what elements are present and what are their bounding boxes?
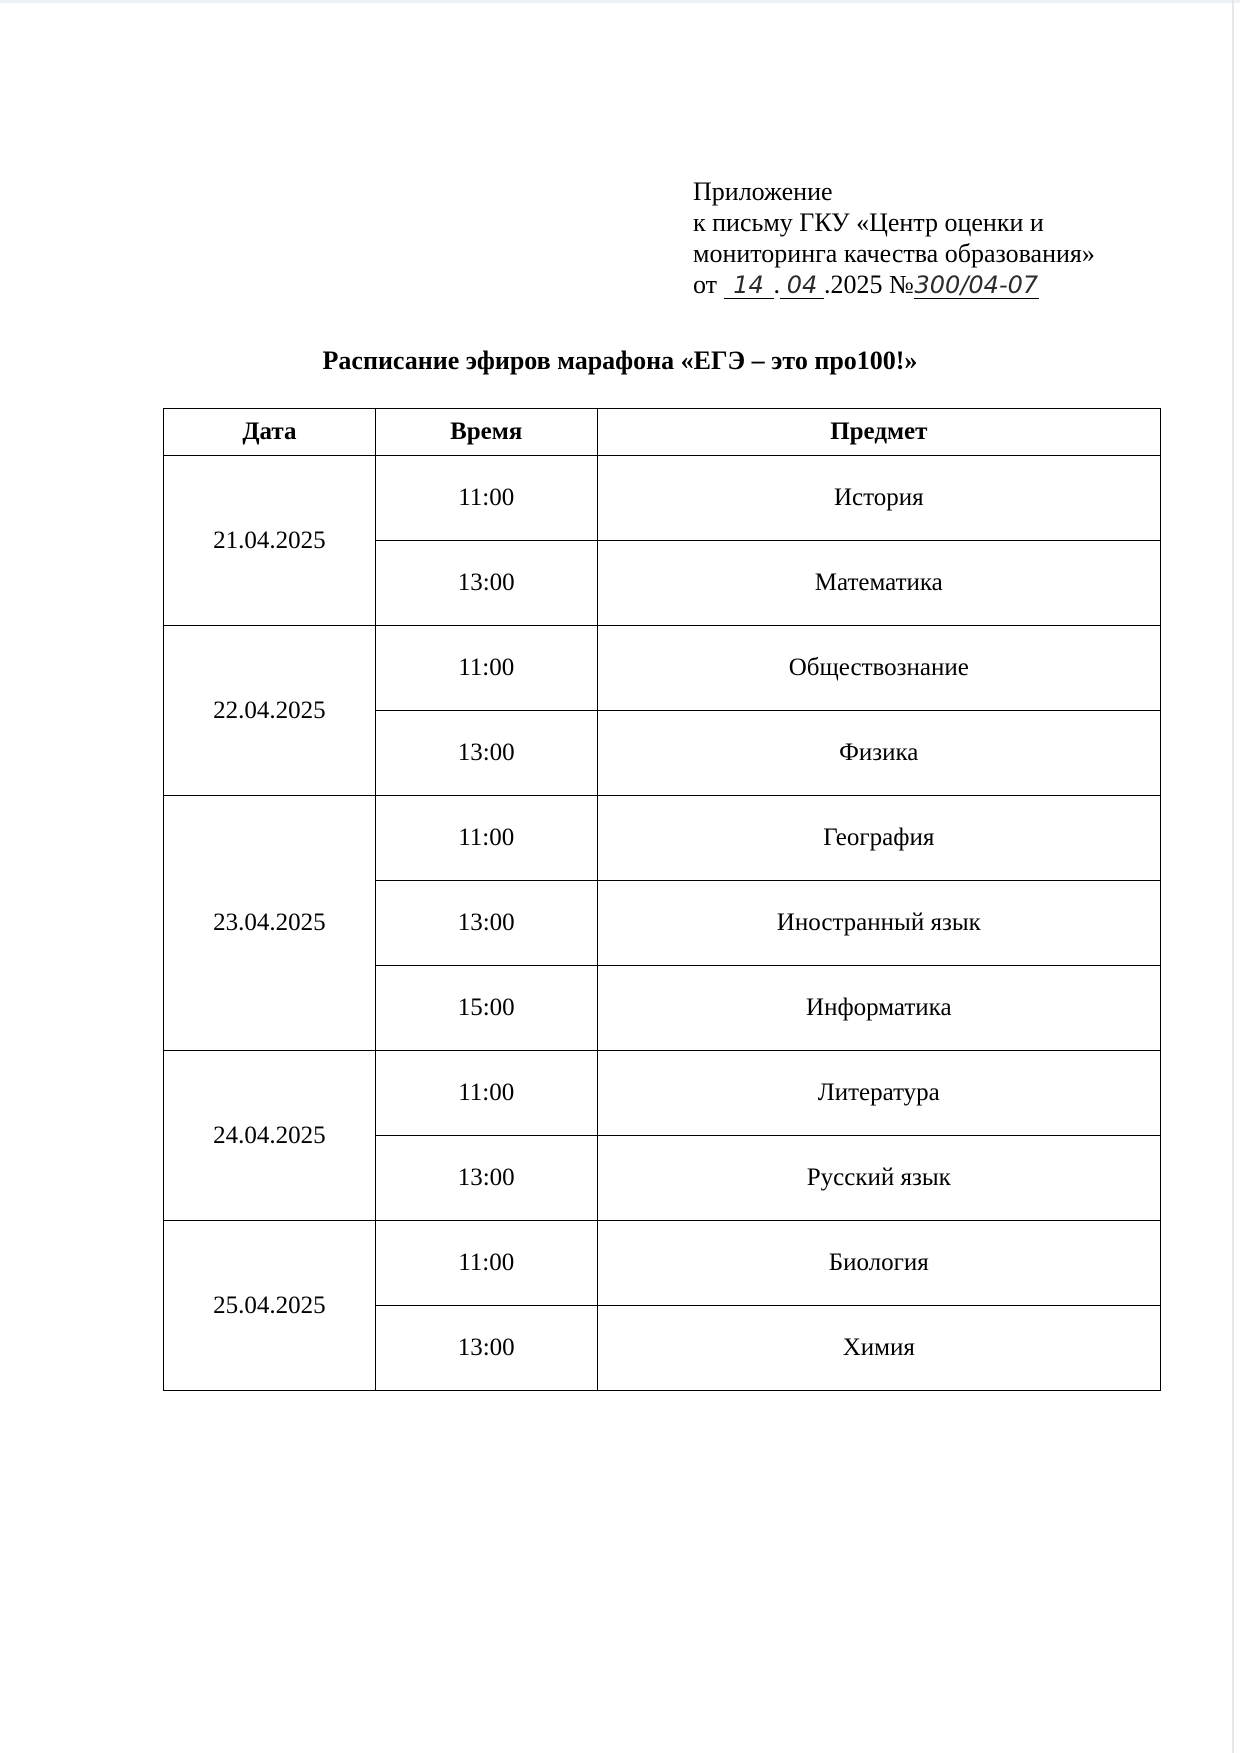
time-cell: 11:00	[375, 1221, 597, 1306]
subject-cell: География	[597, 796, 1160, 881]
table-row	[164, 1051, 1161, 1136]
table-row	[164, 796, 1161, 881]
subject-cell: Русский язык	[597, 1136, 1160, 1221]
time-cell: 11:00	[375, 1051, 597, 1136]
subject-cell: Иностранный язык	[597, 881, 1160, 966]
time-cell: 13:00	[375, 881, 597, 966]
table-body	[164, 456, 1161, 1391]
from-prefix: от	[693, 270, 724, 299]
time-cell: 13:00	[375, 1136, 597, 1221]
subject-cell: Биология	[597, 1221, 1160, 1306]
year-and-number-sign: .2025 №	[824, 270, 914, 299]
date-cell: 25.04.2025	[164, 1221, 376, 1391]
time-cell: 11:00	[375, 626, 597, 711]
date-cell: 24.04.2025	[164, 1051, 376, 1221]
attachment-date-number	[693, 269, 1095, 300]
table-header-row	[164, 409, 1161, 456]
attachment-organization: мониторинга качества образования»	[693, 239, 1095, 268]
time-cell: 13:00	[375, 1306, 597, 1391]
date-dot: .	[773, 270, 781, 299]
date-cell: 23.04.2025	[164, 796, 376, 1051]
subject-cell: История	[597, 456, 1160, 541]
time-cell: 11:00	[375, 796, 597, 881]
time-cell: 13:00	[375, 541, 597, 626]
date-cell: 21.04.2025	[164, 456, 376, 626]
scan-right-edge	[1232, 0, 1234, 1753]
handwritten-month: 04	[780, 272, 824, 299]
subject-cell: Математика	[597, 541, 1160, 626]
document-title: Расписание эфиров марафона «ЕГЭ – это про100!»	[322, 346, 918, 375]
header-time: Время	[375, 409, 597, 456]
time-cell: 15:00	[375, 966, 597, 1051]
subject-cell: Химия	[597, 1306, 1160, 1391]
scan-top-edge	[0, 0, 1240, 3]
handwritten-day: 14	[724, 272, 774, 299]
header-subject: Предмет	[597, 409, 1160, 456]
subject-cell: Информатика	[597, 966, 1160, 1051]
table-row	[164, 1221, 1161, 1306]
subject-cell: Обществознание	[597, 626, 1160, 711]
attachment-letter-ref: к письму ГКУ «Центр оценки и	[693, 208, 1044, 237]
header-date: Дата	[164, 409, 376, 456]
subject-cell: Физика	[597, 711, 1160, 796]
table-row	[164, 456, 1161, 541]
table-row	[164, 626, 1161, 711]
broadcast-schedule-table	[163, 408, 1161, 1391]
attachment-label: Приложение	[693, 177, 833, 206]
time-cell: 13:00	[375, 711, 597, 796]
date-cell: 22.04.2025	[164, 626, 376, 796]
time-cell: 11:00	[375, 456, 597, 541]
subject-cell: Литература	[597, 1051, 1160, 1136]
attachment-header	[693, 176, 1095, 300]
handwritten-letter-number: 300/04-07	[914, 271, 1039, 299]
